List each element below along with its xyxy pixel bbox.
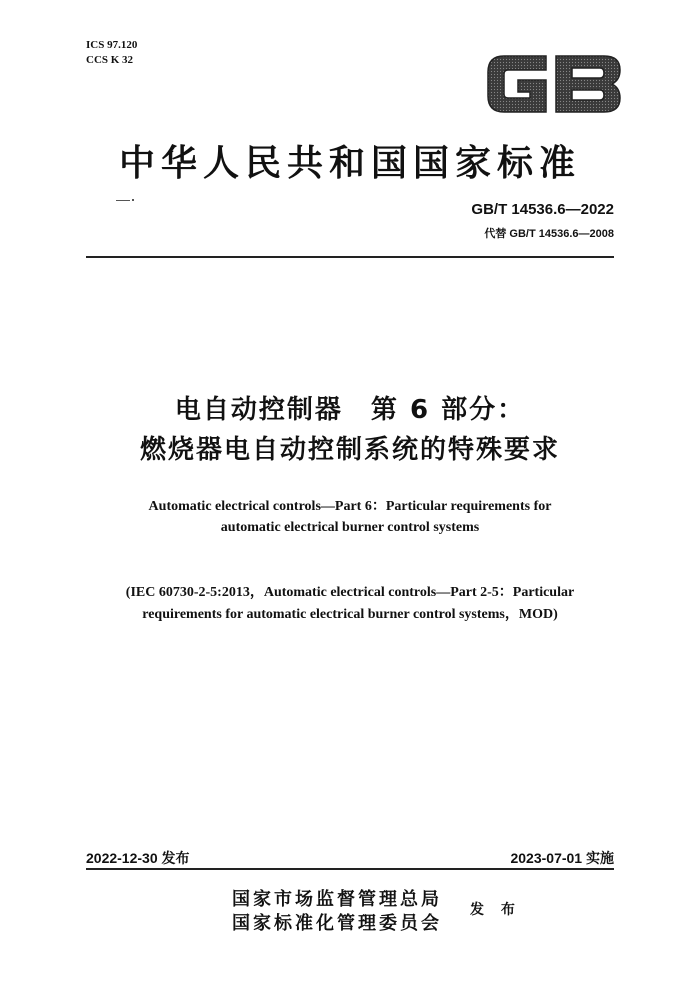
national-standard-title: 中华人民共和国国家标准 (118, 142, 581, 184)
classification-codes (86, 38, 137, 68)
decorative-dash (116, 200, 130, 201)
footer-divider (86, 868, 614, 870)
gb-logo-text: GB (484, 46, 486, 47)
issue-date: 2022-12-30 发布 (86, 850, 190, 866)
ics-code: ICS 97.120 (86, 39, 138, 51)
issuer-line2: 国家标准化管理委员会 (232, 913, 442, 934)
chinese-title-line1: 电自动控制器 第 6 部分： (174, 395, 526, 425)
gb-logo (484, 46, 624, 122)
iec-reference-line1: (IEC 60730-2-5:2013，Automatic electrical controls—Part 2-5：Particular (125, 585, 575, 600)
issuer-line1: 国家市场监督管理总局 (232, 889, 442, 910)
english-title-line1: Automatic electrical controls—Part 6：Particular requirements for (148, 499, 552, 514)
english-title-line2: automatic electrical burner control systems (220, 520, 480, 535)
implementation-date: 2023-07-01 实施 (510, 850, 614, 866)
standard-number: GB/T 14536.6—2022 (471, 201, 614, 218)
decorative-dot (132, 199, 134, 201)
chinese-title (0, 390, 700, 470)
publish-label: 发 布 (470, 902, 521, 918)
ccs-code: CCS K 32 (86, 54, 134, 66)
iec-reference (0, 582, 700, 626)
chinese-title-line2: 燃烧器电自动控制系统的特殊要求 (139, 435, 560, 465)
replaces-standard: 代替 GB/T 14536.6—2008 (484, 228, 614, 240)
iec-reference-line2: requirements for automatic electrical burner control systems，MOD) (142, 607, 558, 622)
issuing-authorities (232, 888, 442, 936)
english-title (0, 496, 700, 538)
header-divider (86, 256, 614, 258)
